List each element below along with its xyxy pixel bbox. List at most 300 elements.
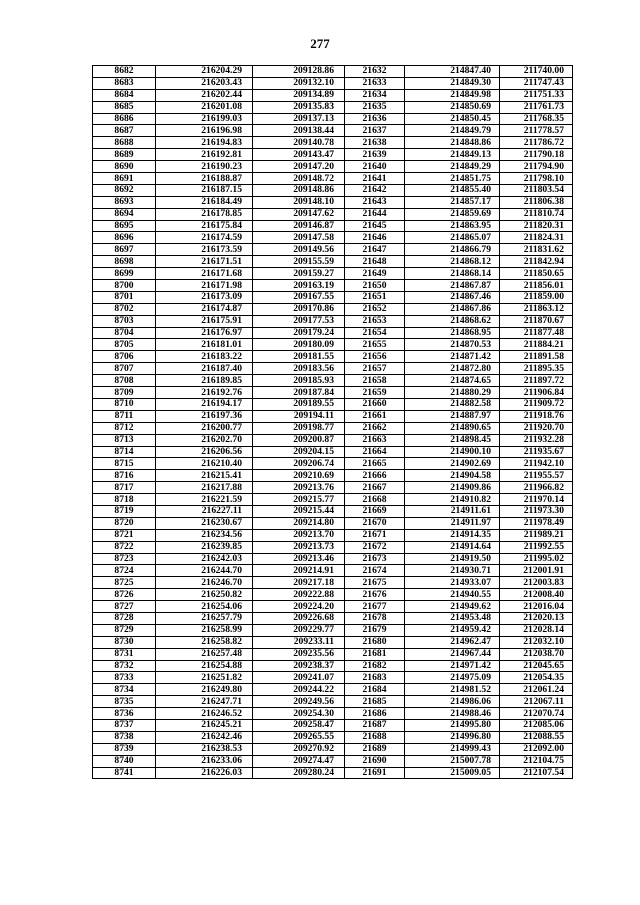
point-number-cell: 8694	[93, 208, 156, 220]
table-row	[93, 767, 573, 779]
x-coordinate-cell: 216254.06	[156, 601, 253, 613]
x-coordinate-cell: 216201.08	[156, 101, 253, 113]
point-number-cell: 21688	[345, 731, 405, 743]
table-row	[93, 303, 573, 315]
x-coordinate-cell: 214962.47	[405, 636, 500, 648]
y-coordinate-cell: 212003.83	[500, 577, 573, 589]
point-number-cell: 21653	[345, 315, 405, 327]
y-coordinate-cell: 209177.53	[253, 315, 345, 327]
x-coordinate-cell: 216250.82	[156, 589, 253, 601]
table-row	[93, 315, 573, 327]
x-coordinate-cell: 216184.49	[156, 196, 253, 208]
y-coordinate-cell: 211935.67	[500, 446, 573, 458]
y-coordinate-cell: 209233.11	[253, 636, 345, 648]
y-coordinate-cell: 211932.28	[500, 434, 573, 446]
point-number-cell: 21671	[345, 529, 405, 541]
table-row	[93, 196, 573, 208]
table-row	[93, 208, 573, 220]
y-coordinate-cell: 211918.76	[500, 410, 573, 422]
y-coordinate-cell: 209217.18	[253, 577, 345, 589]
point-number-cell: 8703	[93, 315, 156, 327]
y-coordinate-cell: 211824.31	[500, 232, 573, 244]
point-number-cell: 8698	[93, 256, 156, 268]
y-coordinate-cell: 211798.10	[500, 173, 573, 185]
table-row	[93, 137, 573, 149]
x-coordinate-cell: 214959.42	[405, 624, 500, 636]
x-coordinate-cell: 214909.86	[405, 482, 500, 494]
point-number-cell: 8705	[93, 339, 156, 351]
y-coordinate-cell: 211966.82	[500, 482, 573, 494]
point-number-cell: 21634	[345, 89, 405, 101]
table-row	[93, 434, 573, 446]
y-coordinate-cell: 209147.58	[253, 232, 345, 244]
x-coordinate-cell: 216187.15	[156, 184, 253, 196]
point-number-cell: 8716	[93, 470, 156, 482]
table-row	[93, 696, 573, 708]
x-coordinate-cell: 214986.06	[405, 696, 500, 708]
y-coordinate-cell: 209147.62	[253, 208, 345, 220]
x-coordinate-cell: 214890.65	[405, 422, 500, 434]
y-coordinate-cell: 211897.72	[500, 375, 573, 387]
x-coordinate-cell: 214975.09	[405, 672, 500, 684]
x-coordinate-cell: 214867.86	[405, 303, 500, 315]
x-coordinate-cell: 216221.59	[156, 494, 253, 506]
point-number-cell: 21650	[345, 280, 405, 292]
point-number-cell: 8723	[93, 553, 156, 565]
x-coordinate-cell: 214850.69	[405, 101, 500, 113]
point-number-cell: 21686	[345, 708, 405, 720]
page-number: 277	[310, 36, 330, 51]
y-coordinate-cell: 211970.14	[500, 494, 573, 506]
y-coordinate-cell: 209249.56	[253, 696, 345, 708]
table-row	[93, 684, 573, 696]
point-number-cell: 21689	[345, 743, 405, 755]
point-number-cell: 8696	[93, 232, 156, 244]
y-coordinate-cell: 212020.13	[500, 612, 573, 624]
y-coordinate-cell: 209224.20	[253, 601, 345, 613]
point-number-cell: 8734	[93, 684, 156, 696]
x-coordinate-cell: 214999.43	[405, 743, 500, 755]
point-number-cell: 8682	[93, 66, 156, 78]
x-coordinate-cell: 216171.51	[156, 256, 253, 268]
table-row	[93, 149, 573, 161]
table-row	[93, 672, 573, 684]
x-coordinate-cell: 216238.53	[156, 743, 253, 755]
x-coordinate-cell: 216173.59	[156, 244, 253, 256]
point-number-cell: 21635	[345, 101, 405, 113]
table-row	[93, 577, 573, 589]
table-row	[93, 470, 573, 482]
y-coordinate-cell: 209222.88	[253, 589, 345, 601]
y-coordinate-cell: 211870.67	[500, 315, 573, 327]
x-coordinate-cell: 214874.65	[405, 375, 500, 387]
table-row	[93, 648, 573, 660]
point-number-cell: 21682	[345, 660, 405, 672]
point-number-cell: 21666	[345, 470, 405, 482]
x-coordinate-cell: 215009.05	[405, 767, 500, 779]
y-coordinate-cell: 209198.77	[253, 422, 345, 434]
y-coordinate-cell: 209163.19	[253, 280, 345, 292]
x-coordinate-cell: 214868.12	[405, 256, 500, 268]
table-row	[93, 375, 573, 387]
table-row	[93, 89, 573, 101]
x-coordinate-cell: 214857.17	[405, 196, 500, 208]
y-coordinate-cell: 212032.10	[500, 636, 573, 648]
x-coordinate-cell: 216199.03	[156, 113, 253, 125]
y-coordinate-cell: 212054.35	[500, 672, 573, 684]
x-coordinate-cell: 216233.06	[156, 755, 253, 767]
table-row	[93, 339, 573, 351]
point-number-cell: 8720	[93, 517, 156, 529]
y-coordinate-cell: 211831.62	[500, 244, 573, 256]
point-number-cell: 8707	[93, 363, 156, 375]
point-number-cell: 8709	[93, 387, 156, 399]
y-coordinate-cell: 212045.65	[500, 660, 573, 672]
point-number-cell: 8699	[93, 268, 156, 280]
table-row	[93, 624, 573, 636]
x-coordinate-cell: 214859.69	[405, 208, 500, 220]
y-coordinate-cell: 211803.54	[500, 184, 573, 196]
x-coordinate-cell: 216251.82	[156, 672, 253, 684]
y-coordinate-cell: 209167.55	[253, 291, 345, 303]
point-number-cell: 21656	[345, 351, 405, 363]
x-coordinate-cell: 214849.30	[405, 77, 500, 89]
y-coordinate-cell: 209148.72	[253, 173, 345, 185]
table-row	[93, 755, 573, 767]
point-number-cell: 8724	[93, 565, 156, 577]
table-row	[93, 77, 573, 89]
x-coordinate-cell: 216242.03	[156, 553, 253, 565]
table-row	[93, 351, 573, 363]
y-coordinate-cell: 209180.09	[253, 339, 345, 351]
point-number-cell: 21641	[345, 173, 405, 185]
y-coordinate-cell: 209148.10	[253, 196, 345, 208]
x-coordinate-cell: 214868.95	[405, 327, 500, 339]
y-coordinate-cell: 209215.44	[253, 505, 345, 517]
x-coordinate-cell: 214880.29	[405, 387, 500, 399]
point-number-cell: 21633	[345, 77, 405, 89]
table-row	[93, 184, 573, 196]
point-number-cell: 21652	[345, 303, 405, 315]
x-coordinate-cell: 214911.61	[405, 505, 500, 517]
y-coordinate-cell: 209280.24	[253, 767, 345, 779]
point-number-cell: 8700	[93, 280, 156, 292]
x-coordinate-cell: 216196.98	[156, 125, 253, 137]
point-number-cell: 21657	[345, 363, 405, 375]
point-number-cell: 8711	[93, 410, 156, 422]
table-row	[93, 173, 573, 185]
y-coordinate-cell: 211768.35	[500, 113, 573, 125]
x-coordinate-cell: 216227.11	[156, 505, 253, 517]
y-coordinate-cell: 212088.55	[500, 731, 573, 743]
x-coordinate-cell: 216254.88	[156, 660, 253, 672]
x-coordinate-cell: 214863.95	[405, 220, 500, 232]
y-coordinate-cell: 209134.89	[253, 89, 345, 101]
table-row	[93, 482, 573, 494]
x-coordinate-cell: 216187.40	[156, 363, 253, 375]
x-coordinate-cell: 214996.80	[405, 731, 500, 743]
y-coordinate-cell: 212067.11	[500, 696, 573, 708]
x-coordinate-cell: 214902.69	[405, 458, 500, 470]
y-coordinate-cell: 211778.57	[500, 125, 573, 137]
point-number-cell: 21646	[345, 232, 405, 244]
table-row	[93, 743, 573, 755]
x-coordinate-cell: 214867.46	[405, 291, 500, 303]
x-coordinate-cell: 216204.29	[156, 66, 253, 78]
point-number-cell: 8732	[93, 660, 156, 672]
point-number-cell: 8737	[93, 719, 156, 731]
y-coordinate-cell: 211856.01	[500, 280, 573, 292]
x-coordinate-cell: 216246.52	[156, 708, 253, 720]
point-number-cell: 21642	[345, 184, 405, 196]
point-number-cell: 8728	[93, 612, 156, 624]
x-coordinate-cell: 216189.85	[156, 375, 253, 387]
point-number-cell: 21667	[345, 482, 405, 494]
point-number-cell: 21683	[345, 672, 405, 684]
table-row	[93, 708, 573, 720]
point-number-cell: 8727	[93, 601, 156, 613]
point-number-cell: 21675	[345, 577, 405, 589]
x-coordinate-cell: 216210.40	[156, 458, 253, 470]
x-coordinate-cell: 214871.42	[405, 351, 500, 363]
table-row	[93, 398, 573, 410]
table-row	[93, 660, 573, 672]
point-number-cell: 21658	[345, 375, 405, 387]
x-coordinate-cell: 216194.17	[156, 398, 253, 410]
y-coordinate-cell: 211790.18	[500, 149, 573, 161]
x-coordinate-cell: 214900.10	[405, 446, 500, 458]
y-coordinate-cell: 211761.73	[500, 101, 573, 113]
x-coordinate-cell: 216258.99	[156, 624, 253, 636]
table-row	[93, 529, 573, 541]
point-number-cell: 8683	[93, 77, 156, 89]
table-row	[93, 363, 573, 375]
point-number-cell: 21660	[345, 398, 405, 410]
x-coordinate-cell: 214988.46	[405, 708, 500, 720]
y-coordinate-cell: 211810.74	[500, 208, 573, 220]
y-coordinate-cell: 211920.70	[500, 422, 573, 434]
table-row	[93, 387, 573, 399]
y-coordinate-cell: 209200.87	[253, 434, 345, 446]
y-coordinate-cell: 211989.21	[500, 529, 573, 541]
x-coordinate-cell: 214849.29	[405, 161, 500, 173]
x-coordinate-cell: 216246.70	[156, 577, 253, 589]
table-row	[93, 327, 573, 339]
x-coordinate-cell: 215007.78	[405, 755, 500, 767]
point-number-cell: 21648	[345, 256, 405, 268]
x-coordinate-cell: 216257.48	[156, 648, 253, 660]
y-coordinate-cell: 209143.47	[253, 149, 345, 161]
point-number-cell: 21690	[345, 755, 405, 767]
y-coordinate-cell: 212038.70	[500, 648, 573, 660]
y-coordinate-cell: 211751.33	[500, 89, 573, 101]
y-coordinate-cell: 209204.15	[253, 446, 345, 458]
y-coordinate-cell: 212061.24	[500, 684, 573, 696]
y-coordinate-cell: 211909.72	[500, 398, 573, 410]
point-number-cell: 8738	[93, 731, 156, 743]
table-row	[93, 66, 573, 78]
y-coordinate-cell: 209128.86	[253, 66, 345, 78]
table-row	[93, 565, 573, 577]
point-number-cell: 8695	[93, 220, 156, 232]
point-number-cell: 8697	[93, 244, 156, 256]
point-number-cell: 21672	[345, 541, 405, 553]
table-row	[93, 553, 573, 565]
y-coordinate-cell: 209155.59	[253, 256, 345, 268]
point-number-cell: 8717	[93, 482, 156, 494]
x-coordinate-cell: 216203.43	[156, 77, 253, 89]
x-coordinate-cell: 214914.35	[405, 529, 500, 541]
y-coordinate-cell: 209138.44	[253, 125, 345, 137]
y-coordinate-cell: 211992.55	[500, 541, 573, 553]
point-number-cell: 21659	[345, 387, 405, 399]
x-coordinate-cell: 216202.70	[156, 434, 253, 446]
x-coordinate-cell: 214910.82	[405, 494, 500, 506]
x-coordinate-cell: 214887.97	[405, 410, 500, 422]
x-coordinate-cell: 216258.82	[156, 636, 253, 648]
x-coordinate-cell: 216188.87	[156, 173, 253, 185]
y-coordinate-cell: 209185.93	[253, 375, 345, 387]
y-coordinate-cell: 211891.58	[500, 351, 573, 363]
y-coordinate-cell: 209241.07	[253, 672, 345, 684]
point-number-cell: 21681	[345, 648, 405, 660]
y-coordinate-cell: 209206.74	[253, 458, 345, 470]
x-coordinate-cell: 216234.56	[156, 529, 253, 541]
point-number-cell: 8686	[93, 113, 156, 125]
y-coordinate-cell: 212016.04	[500, 601, 573, 613]
point-number-cell: 8702	[93, 303, 156, 315]
y-coordinate-cell: 209226.68	[253, 612, 345, 624]
table-row	[93, 291, 573, 303]
y-coordinate-cell: 209213.73	[253, 541, 345, 553]
y-coordinate-cell: 212028.14	[500, 624, 573, 636]
table-row	[93, 410, 573, 422]
table-row	[93, 612, 573, 624]
table-row	[93, 113, 573, 125]
table-row	[93, 232, 573, 244]
x-coordinate-cell: 216230.67	[156, 517, 253, 529]
y-coordinate-cell: 209159.27	[253, 268, 345, 280]
point-number-cell: 8733	[93, 672, 156, 684]
y-coordinate-cell: 211942.10	[500, 458, 573, 470]
table-row	[93, 458, 573, 470]
y-coordinate-cell: 211859.00	[500, 291, 573, 303]
point-number-cell: 8691	[93, 173, 156, 185]
x-coordinate-cell: 216173.09	[156, 291, 253, 303]
y-coordinate-cell: 211995.02	[500, 553, 573, 565]
y-coordinate-cell: 209194.11	[253, 410, 345, 422]
x-coordinate-cell: 214855.40	[405, 184, 500, 196]
x-coordinate-cell: 216183.22	[156, 351, 253, 363]
x-coordinate-cell: 216176.97	[156, 327, 253, 339]
point-number-cell: 21643	[345, 196, 405, 208]
point-number-cell: 8685	[93, 101, 156, 113]
x-coordinate-cell: 216239.85	[156, 541, 253, 553]
point-number-cell: 8736	[93, 708, 156, 720]
y-coordinate-cell: 209170.86	[253, 303, 345, 315]
y-coordinate-cell: 212107.54	[500, 767, 573, 779]
table-row	[93, 517, 573, 529]
y-coordinate-cell: 209132.10	[253, 77, 345, 89]
y-coordinate-cell: 211884.21	[500, 339, 573, 351]
x-coordinate-cell: 216206.56	[156, 446, 253, 458]
x-coordinate-cell: 216194.83	[156, 137, 253, 149]
point-number-cell: 21661	[345, 410, 405, 422]
point-number-cell: 8719	[93, 505, 156, 517]
x-coordinate-cell: 216190.23	[156, 161, 253, 173]
point-number-cell: 8704	[93, 327, 156, 339]
x-coordinate-cell: 214872.80	[405, 363, 500, 375]
y-coordinate-cell: 211978.49	[500, 517, 573, 529]
x-coordinate-cell: 214870.53	[405, 339, 500, 351]
x-coordinate-cell: 214868.62	[405, 315, 500, 327]
x-coordinate-cell: 214981.52	[405, 684, 500, 696]
point-number-cell: 8713	[93, 434, 156, 446]
point-number-cell: 21685	[345, 696, 405, 708]
x-coordinate-cell: 214914.64	[405, 541, 500, 553]
y-coordinate-cell: 211877.48	[500, 327, 573, 339]
y-coordinate-cell: 209238.37	[253, 660, 345, 672]
point-number-cell: 21632	[345, 66, 405, 78]
point-number-cell: 21678	[345, 612, 405, 624]
point-number-cell: 8701	[93, 291, 156, 303]
y-coordinate-cell: 211863.12	[500, 303, 573, 315]
y-coordinate-cell: 209235.56	[253, 648, 345, 660]
y-coordinate-cell: 212085.06	[500, 719, 573, 731]
point-number-cell: 8725	[93, 577, 156, 589]
point-number-cell: 21664	[345, 446, 405, 458]
y-coordinate-cell: 212092.00	[500, 743, 573, 755]
y-coordinate-cell: 211747.43	[500, 77, 573, 89]
x-coordinate-cell: 214867.87	[405, 280, 500, 292]
x-coordinate-cell: 214971.42	[405, 660, 500, 672]
y-coordinate-cell: 209210.69	[253, 470, 345, 482]
point-number-cell: 21644	[345, 208, 405, 220]
x-coordinate-cell: 216215.41	[156, 470, 253, 482]
x-coordinate-cell: 216244.70	[156, 565, 253, 577]
table-row	[93, 268, 573, 280]
x-coordinate-cell: 214967.44	[405, 648, 500, 660]
y-coordinate-cell: 209147.20	[253, 161, 345, 173]
point-number-cell: 8729	[93, 624, 156, 636]
x-coordinate-cell: 216174.87	[156, 303, 253, 315]
x-coordinate-cell: 214904.58	[405, 470, 500, 482]
table-row	[93, 125, 573, 137]
point-number-cell: 21677	[345, 601, 405, 613]
point-number-cell: 21662	[345, 422, 405, 434]
y-coordinate-cell: 209179.24	[253, 327, 345, 339]
table-row	[93, 589, 573, 601]
y-coordinate-cell: 211955.57	[500, 470, 573, 482]
point-number-cell: 21640	[345, 161, 405, 173]
y-coordinate-cell: 209213.46	[253, 553, 345, 565]
y-coordinate-cell: 211786.72	[500, 137, 573, 149]
point-number-cell: 21663	[345, 434, 405, 446]
y-coordinate-cell: 209149.56	[253, 244, 345, 256]
x-coordinate-cell: 216174.59	[156, 232, 253, 244]
x-coordinate-cell: 214848.86	[405, 137, 500, 149]
point-number-cell: 21654	[345, 327, 405, 339]
y-coordinate-cell: 211850.65	[500, 268, 573, 280]
x-coordinate-cell: 216226.03	[156, 767, 253, 779]
y-coordinate-cell: 209258.47	[253, 719, 345, 731]
point-number-cell: 8714	[93, 446, 156, 458]
point-number-cell: 8712	[93, 422, 156, 434]
y-coordinate-cell: 209137.13	[253, 113, 345, 125]
point-number-cell: 8731	[93, 648, 156, 660]
x-coordinate-cell: 214849.13	[405, 149, 500, 161]
table-row	[93, 719, 573, 731]
